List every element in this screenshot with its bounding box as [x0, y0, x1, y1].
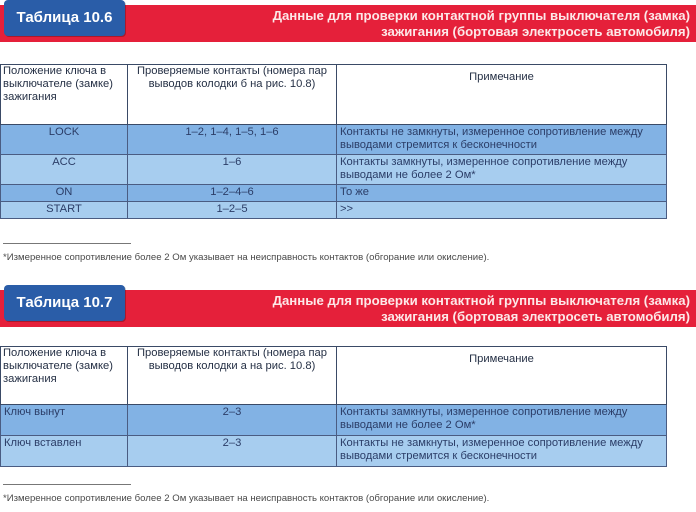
- cell-contacts: 2–3: [128, 405, 337, 436]
- title-line-1: Данные для проверки контактной группы выключателя (замка): [272, 8, 690, 23]
- table-10-7-label: Таблица 10.7: [4, 285, 125, 321]
- table-10-6-title: [170, 8, 690, 40]
- header-notes: Примечание: [337, 347, 667, 405]
- table-row: [1, 185, 667, 202]
- table-10-7-banner: [0, 285, 696, 327]
- table-row: [1, 202, 667, 219]
- cell-position: Ключ вынут: [1, 405, 128, 436]
- table-10-6-banner: [0, 0, 696, 42]
- table-10-6: [0, 64, 667, 219]
- table-10-7-section: [0, 285, 696, 504]
- header-position: Положение ключа в выключателе (замке) зажигания: [1, 65, 128, 125]
- cell-position: LOCK: [1, 125, 128, 155]
- header-contacts: Проверяемые контакты (номера пар выводов колодки б на рис. 10.8): [128, 65, 337, 125]
- cell-contacts: 1–6: [128, 155, 337, 185]
- footnote-divider: [3, 243, 131, 244]
- title-line-1: Данные для проверки контактной группы выключателя (замка): [272, 293, 690, 308]
- cell-position: Ключ вставлен: [1, 436, 128, 467]
- cell-position: ACC: [1, 155, 128, 185]
- cell-note: То же: [337, 185, 667, 202]
- table-10-6-label: Таблица 10.6: [4, 0, 125, 36]
- footnote-divider: [3, 484, 131, 485]
- cell-note: Контакты замкнуты, измеренное сопротивление между выводами не более 2 Ом*: [337, 155, 667, 185]
- header-contacts: Проверяемые контакты (номера пар выводов колодки а на рис. 10.8): [128, 347, 337, 405]
- table-row: [1, 125, 667, 155]
- cell-position: START: [1, 202, 128, 219]
- cell-contacts: 1–2, 1–4, 1–5, 1–6: [128, 125, 337, 155]
- title-line-2: зажигания (бортовая электросеть автомобиля): [381, 309, 690, 324]
- table-10-7-title: [170, 293, 690, 325]
- header-notes: Примечание: [337, 65, 667, 125]
- header-position: Положение ключа в выключателе (замке) зажигания: [1, 347, 128, 405]
- cell-contacts: 2–3: [128, 436, 337, 467]
- cell-note: >>: [337, 202, 667, 219]
- table-row: [1, 155, 667, 185]
- table-row: [1, 405, 667, 436]
- cell-note: Контакты не замкнуты, измеренное сопротивление между выводами стремится к бесконечности: [337, 125, 667, 155]
- footnote: *Измеренное сопротивление более 2 Ом указывает на неисправность контактов (обгорание или окисление).: [3, 493, 490, 504]
- cell-position: ON: [1, 185, 128, 202]
- table-10-7: [0, 346, 667, 467]
- table-row: [1, 436, 667, 467]
- cell-note: Контакты не замкнуты, измеренное сопротивление между выводами стремится к бесконечности: [337, 436, 667, 467]
- cell-note: Контакты замкнуты, измеренное сопротивление между выводами не более 2 Ом*: [337, 405, 667, 436]
- title-line-2: зажигания (бортовая электросеть автомобиля): [381, 24, 690, 39]
- footnote: *Измеренное сопротивление более 2 Ом указывает на неисправность контактов (обгорание или окисление).: [3, 252, 490, 263]
- cell-contacts: 1–2–5: [128, 202, 337, 219]
- cell-contacts: 1–2–4–6: [128, 185, 337, 202]
